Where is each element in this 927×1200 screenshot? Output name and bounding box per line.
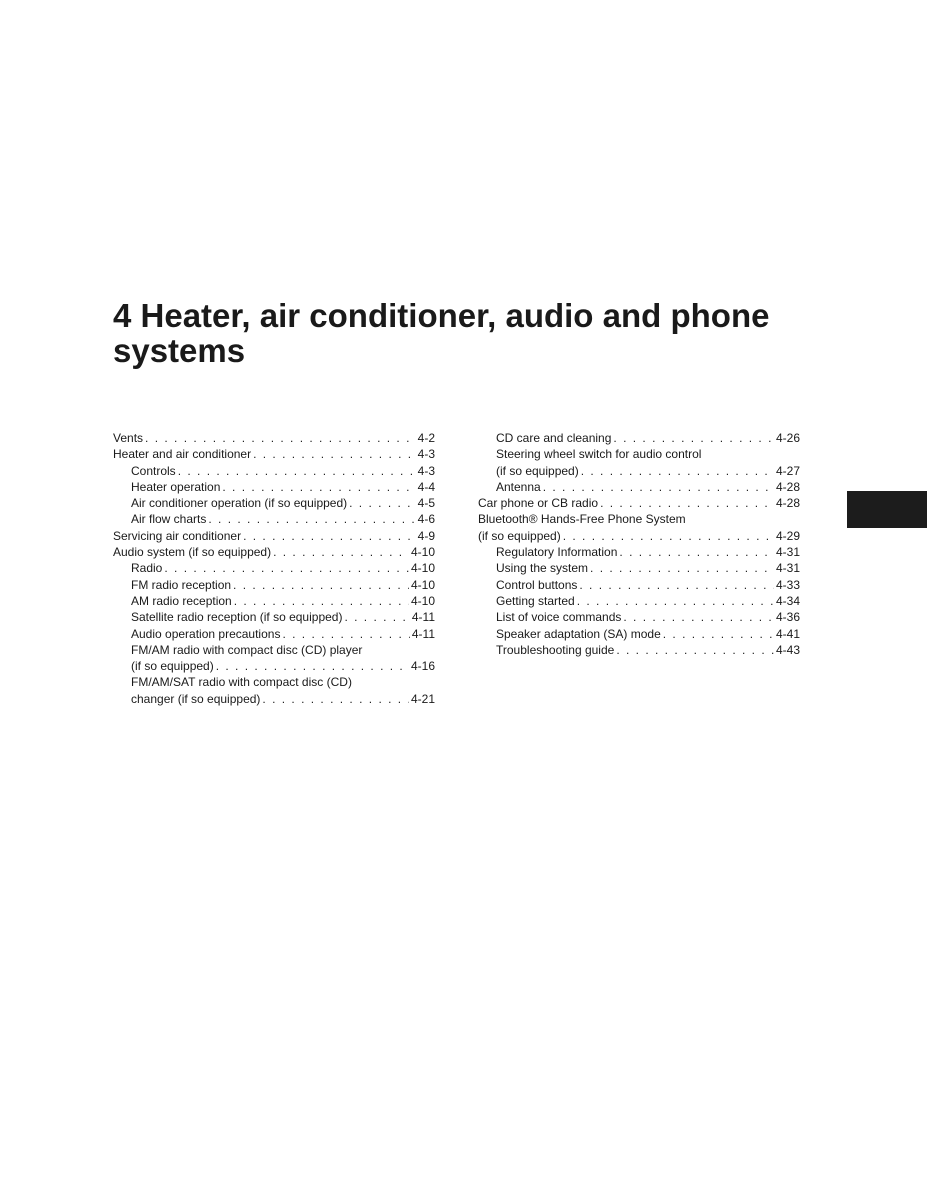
- toc-entry-label-line: FM/AM/SAT radio with compact disc (CD): [131, 675, 352, 690]
- dot-leader: [243, 528, 416, 544]
- toc-entry[interactable]: [113, 446, 435, 462]
- toc-entry[interactable]: [113, 626, 435, 642]
- toc-entry-page: 4-28: [775, 496, 800, 511]
- toc-entry-label: Air conditioner operation (if so equipped): [131, 496, 348, 511]
- toc-entry[interactable]: [478, 593, 800, 609]
- toc-entry-page: 4-34: [775, 593, 800, 608]
- toc-entry-label: Using the system: [496, 561, 589, 576]
- dot-leader: [208, 511, 415, 527]
- toc-entry-page: 4-3: [417, 447, 435, 462]
- toc-entry-page: 4-31: [775, 561, 800, 576]
- toc-entry-page: 4-28: [775, 479, 800, 494]
- toc-entry-label: Speaker adaptation (SA) mode: [496, 626, 661, 641]
- dot-leader: [616, 642, 774, 658]
- toc-entry-page: 4-41: [775, 626, 800, 641]
- toc-entry-page: 4-10: [410, 561, 435, 576]
- dot-leader: [623, 609, 774, 625]
- dot-leader: [282, 626, 409, 642]
- dot-leader: [619, 544, 774, 560]
- toc-entry-page: 4-2: [417, 431, 435, 445]
- toc-entry-label: Getting started: [496, 593, 575, 608]
- dot-leader: [273, 544, 409, 560]
- dot-leader: [344, 609, 409, 625]
- toc-entry-label: Vents: [113, 431, 144, 445]
- toc-entry-page: 4-21: [410, 691, 435, 706]
- toc-entry-page: 4-27: [775, 463, 800, 478]
- toc-entry[interactable]: [478, 560, 800, 576]
- toc-entry-page: 4-33: [775, 577, 800, 592]
- toc-entry-label: Audio system (if so equipped): [113, 545, 272, 560]
- toc-entry-page: 4-3: [417, 463, 435, 478]
- dot-leader: [613, 430, 774, 446]
- toc-entry-label-line: Steering wheel switch for audio control: [496, 447, 702, 462]
- toc-entry-label: Control buttons: [496, 577, 578, 592]
- toc-entry[interactable]: [113, 593, 435, 609]
- toc-entry[interactable]: [478, 544, 800, 560]
- dot-leader: [543, 479, 774, 495]
- toc-entry-label: Car phone or CB radio: [478, 496, 599, 511]
- toc-entry-page: 4-16: [410, 659, 435, 674]
- toc-entry[interactable]: [113, 430, 435, 446]
- toc-entry-label: Regulatory Information: [496, 545, 618, 560]
- toc-entry-label: Controls: [131, 463, 176, 478]
- toc-entry[interactable]: [113, 528, 435, 544]
- toc-entry-page: 4-36: [775, 610, 800, 625]
- toc-entry[interactable]: [113, 511, 435, 527]
- toc-entry-page: 4-26: [775, 431, 800, 445]
- toc-entry[interactable]: [113, 544, 435, 560]
- toc-entry-label: AM radio reception: [131, 593, 232, 608]
- dot-leader: [563, 528, 774, 544]
- toc-entry[interactable]: [478, 609, 800, 625]
- dot-leader: [349, 495, 416, 511]
- toc-entry[interactable]: [113, 463, 435, 479]
- toc-entry-page: 4-29: [775, 528, 800, 543]
- toc-entry[interactable]: [478, 511, 800, 544]
- dot-leader: [145, 430, 416, 446]
- toc-entry[interactable]: [113, 609, 435, 625]
- toc-entry-label: (if so equipped): [478, 528, 561, 543]
- toc-entry-page: 4-9: [417, 528, 435, 543]
- dot-leader: [234, 593, 409, 609]
- toc-entry-page: 4-6: [417, 512, 435, 527]
- toc-entry-label: CD care and cleaning: [496, 431, 612, 445]
- toc-entry[interactable]: [113, 560, 435, 576]
- toc-entry[interactable]: [478, 430, 800, 446]
- toc-entry-label: List of voice commands: [496, 610, 622, 625]
- toc-entry-label: (if so equipped): [496, 463, 579, 478]
- dot-leader: [577, 593, 774, 609]
- dot-leader: [579, 577, 774, 593]
- toc-entry-page: 4-11: [411, 626, 435, 641]
- toc-entry[interactable]: [478, 495, 800, 511]
- toc-entry-label-line: FM/AM radio with compact disc (CD) player: [131, 642, 363, 657]
- toc-entry-label: Antenna: [496, 479, 541, 494]
- dot-leader: [178, 463, 416, 479]
- toc-entry[interactable]: [478, 479, 800, 495]
- toc-entry-label: Air flow charts: [131, 512, 207, 527]
- dot-leader: [222, 479, 415, 495]
- toc-entry-page: 4-5: [417, 496, 435, 511]
- toc-entry[interactable]: [113, 674, 435, 707]
- toc-entry-label: Servicing air conditioner: [113, 528, 242, 543]
- dot-leader: [233, 577, 409, 593]
- toc-entry-label: Troubleshooting guide: [496, 642, 615, 657]
- toc-entry-page: 4-10: [410, 593, 435, 608]
- toc-entry-label: Heater operation: [131, 479, 221, 494]
- toc-entry-page: 4-10: [410, 577, 435, 592]
- dot-leader: [164, 560, 409, 576]
- toc-entry-page: 4-43: [775, 642, 800, 657]
- toc-entry[interactable]: [478, 446, 800, 479]
- toc-column-right: [478, 430, 800, 658]
- toc-entry-label: (if so equipped): [131, 659, 214, 674]
- toc-entry-page: 4-10: [410, 545, 435, 560]
- dot-leader: [262, 691, 409, 707]
- toc-entry-label: Heater and air conditioner: [113, 447, 252, 462]
- dot-leader: [600, 495, 774, 511]
- toc-entry[interactable]: [113, 577, 435, 593]
- toc-entry-page: 4-11: [411, 610, 435, 625]
- toc-entry[interactable]: [113, 495, 435, 511]
- toc-entry-label: FM radio reception: [131, 577, 232, 592]
- toc-entry[interactable]: [113, 642, 435, 675]
- toc-entry[interactable]: [478, 626, 800, 642]
- dot-leader: [581, 463, 774, 479]
- toc-entry-label: Audio operation precautions: [131, 626, 281, 641]
- chapter-title: 4 Heater, air conditioner, audio and phone systems: [113, 297, 770, 369]
- toc-entry-label: changer (if so equipped): [131, 691, 261, 706]
- toc-entry[interactable]: [478, 577, 800, 593]
- toc-entry-label-line: Bluetooth® Hands-Free Phone System: [478, 512, 686, 527]
- toc-entry[interactable]: [478, 642, 800, 658]
- dot-leader: [253, 446, 416, 462]
- toc-entry-page: 4-31: [775, 545, 800, 560]
- dot-leader: [590, 560, 774, 576]
- toc-entry-label: Satellite radio reception (if so equipped): [131, 610, 343, 625]
- toc-entry-page: 4-4: [417, 479, 435, 494]
- toc-column-left: [113, 430, 435, 707]
- toc-entry[interactable]: [113, 479, 435, 495]
- dot-leader: [663, 626, 774, 642]
- dot-leader: [216, 658, 409, 674]
- toc-entry-label: Radio: [131, 561, 163, 576]
- chapter-tab-marker: [847, 491, 927, 528]
